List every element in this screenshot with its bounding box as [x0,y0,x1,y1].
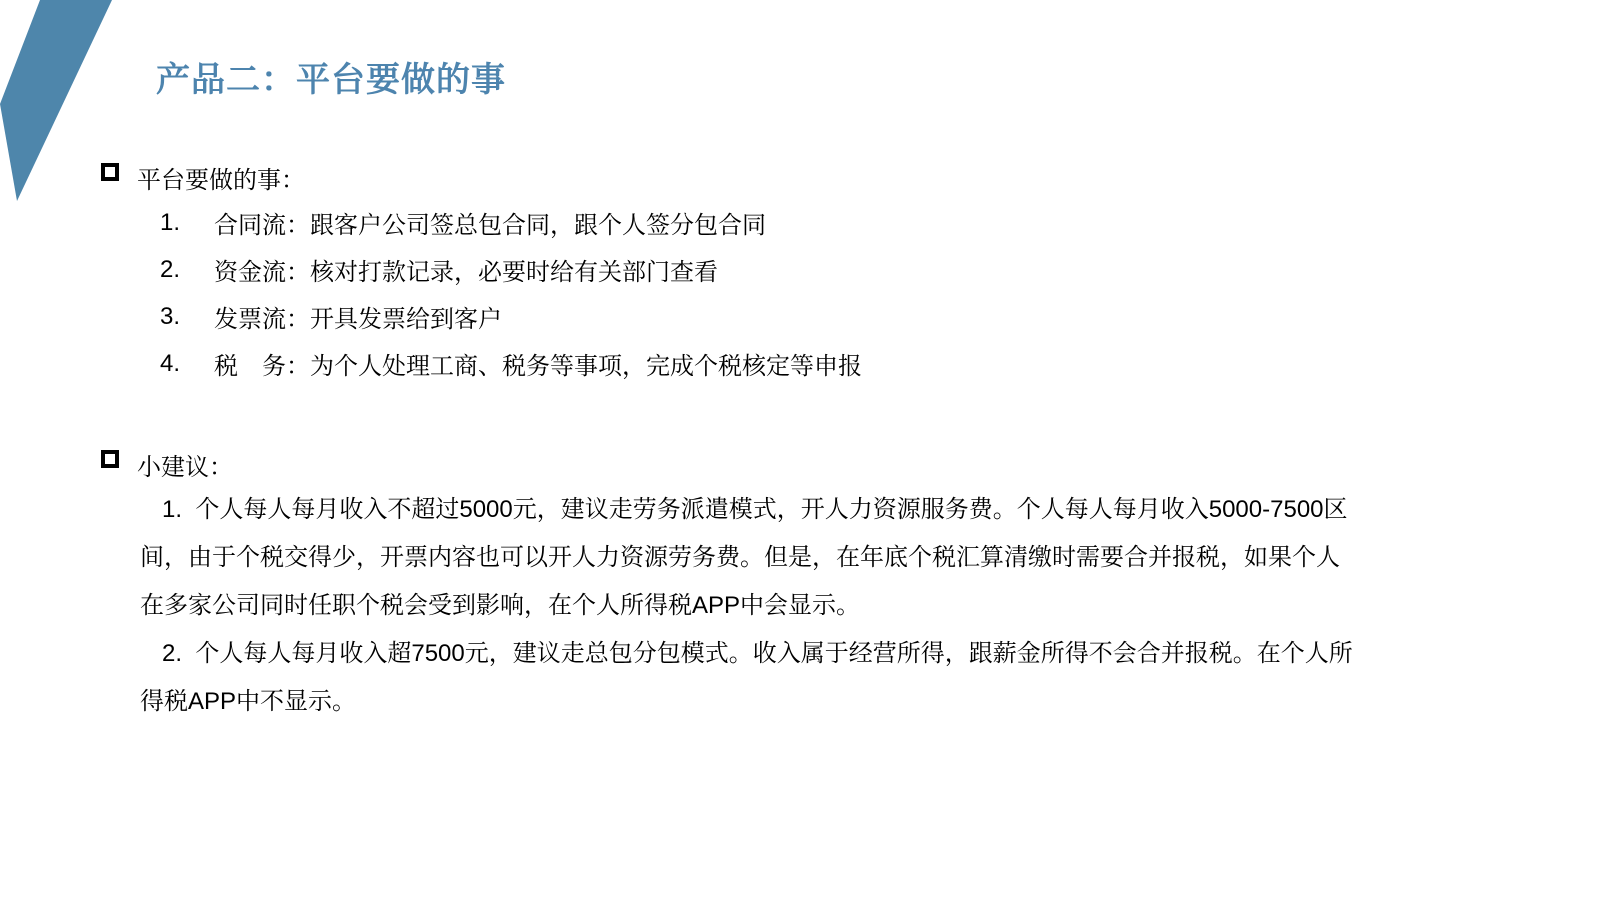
paragraph-line: 1. 个人每人每月收入不超过5000元，建议走劳务派遣模式，开人力资源服务费。个人每人每月收入5000-7500区 [162,496,1348,523]
hollow-square-bullet-icon [101,163,119,181]
list-item [160,340,862,387]
paragraph [140,630,1353,726]
hollow-square-bullet-icon [101,450,119,468]
list-item [160,246,862,293]
list-item-text: 资金流：核对打款记录，必要时给有关部门查看 [214,259,718,286]
section1-heading: 平台要做的事： [137,167,305,194]
list-item-text: 合同流：跟客户公司签总包合同，跟个人签分包合同 [214,212,766,239]
section2-heading: 小建议： [137,454,233,481]
paragraph [140,486,1353,630]
section1-numbered-list [160,199,862,387]
paragraph-line: 得税APP中不显示。 [140,688,357,715]
list-item-number: 2. [160,255,181,283]
list-item [160,293,862,340]
list-item-number: 4. [160,349,181,377]
paragraph-line: 在多家公司同时任职个税会受到影响，在个人所得税APP中会显示。 [140,592,861,619]
list-item-text: 税 务：为个人处理工商、税务等事项，完成个税核定等申报 [214,353,862,380]
slide-title: 产品二：平台要做的事 [156,61,506,99]
list-item [160,199,862,246]
diagonal-ribbon-accent [0,0,130,215]
list-item-number: 3. [160,302,181,330]
paragraph-line: 2. 个人每人每月收入超7500元，建议走总包分包模式。收入属于经营所得，跟薪金所得不会合并报税。在个人所 [162,640,1353,667]
list-item-number: 1. [160,208,181,236]
paragraph-line: 间，由于个税交得少，开票内容也可以开人力资源劳务费。但是，在年底个税汇算清缴时需要合并报税，如果个人 [140,544,1340,571]
section2-paragraphs [140,486,1353,726]
list-item-text: 发票流：开具发票给到客户 [214,306,502,333]
